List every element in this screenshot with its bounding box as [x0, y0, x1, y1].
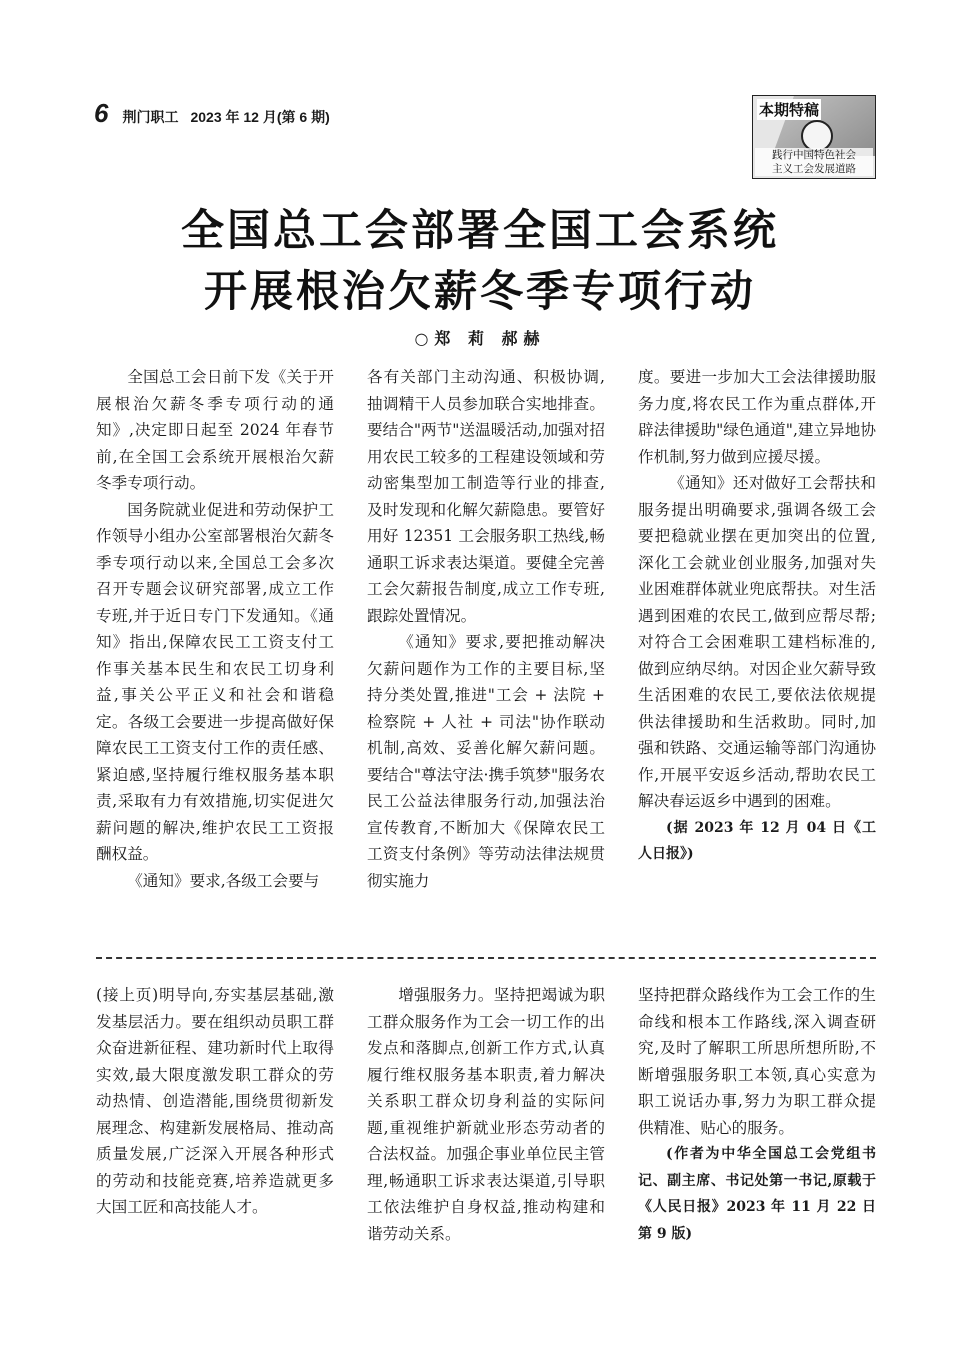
feature-subtitle: [755, 148, 873, 176]
article-title-line1: 全国总工会部署全国工会系统: [181, 206, 779, 256]
feature-subtitle-line2: 主义工会发展道路: [772, 163, 856, 175]
continued-column-2: [367, 982, 605, 1247]
article-title-line2: 开展根治欠薪冬季专项行动: [204, 267, 756, 317]
continued-column-3: [638, 982, 876, 1247]
feature-badge: [752, 95, 876, 179]
continued-column-1: [96, 982, 334, 1221]
paragraph: 国务院就业促进和劳动保护工作领导小组办公室部署根治欠薪冬季专项行动以来,全国总工会多次召开专题会议研究部署,成立工作专班,并于近日专门下发通知。《通知》指出,保障农民工工资支付工作事关基本民生和农民工切身利益,事关公平正义和社会和谐稳定。各级工会要进一步提高做好保障农民工工资支付工作的责任感、紧迫感,坚持履行维权服务基本职责,采取有力有效措施,切实促进欠薪问题的解决,维护农民工工资报酬权益。: [96, 500, 334, 863]
issue-date: 2023 年 12 月(第 6 期): [190, 109, 330, 125]
section-divider: [96, 957, 876, 959]
feature-tag: 本期特稿: [759, 101, 820, 119]
paragraph: (接上页)明导向,夯实基层基础,激发基层活力。要在组织动员职工群众奋进新征程、建功新时代上取得实效,最大限度激发职工群众的劳动热情、创造潜能,围绕贯彻新发展理念、构建新发展格局、推动高质量发展,广泛深入开展各种形式的劳动和技能竞赛,培养造就更多大国工匠和高技能人才。: [96, 986, 334, 1216]
paragraph: 增强服务力。坚持把竭诚为职工群众服务作为工会一切工作的出发点和落脚点,创新工作方式,认真履行维权服务基本职责,着力解决关系职工群众切身利益的实际问题,重视维护新就业形态劳动者的合法权益。加强企事业单位民主管理,畅通职工诉求表达渠道,引导职工依法维护自身权益,推动构建和谐劳动关系。: [367, 986, 605, 1243]
paragraph: 坚持把群众路线作为工会工作的生命线和根本工作路线,深入调查研究,及时了解职工所思所想所盼,不断增强服务职工本领,真心实意为职工说话办事,努力为职工群众提供精准、贴心的服务。: [638, 986, 876, 1137]
paragraph: 各有关部门主动沟通、积极协调,抽调精干人员参加联合实地排查。要结合"两节"送温暖活动,加强对招用农民工较多的工程建设领域和劳动密集型加工制造等行业的排查,及时发现和化解欠薪隐患。要管好用好 12351 工会服务职工热线,畅通职工诉求表达渠道。要健全完善工会欠薪报告制度,成立工作专班,跟踪处置情况。: [367, 368, 605, 625]
article-column-2: [367, 364, 605, 894]
page-header: [94, 98, 330, 128]
publication-name: 荆门职工: [122, 109, 179, 125]
article-column-3: [638, 364, 876, 868]
paragraph: 度。要进一步加大工会法律援助服务力度,将农民工作为重点群体,开辟法律援助"绿色通道",建立异地协作机制,努力做到应援尽援。: [638, 368, 876, 466]
author-note: (作者为中华全国总工会党组书记、副主席、书记处第一书记,原载于《人民日报》2023 年 11 月 22 日第 9 版): [638, 1146, 876, 1242]
page-number: 6: [94, 98, 109, 128]
paragraph: 《通知》还对做好工会帮扶和服务提出明确要求,强调各级工会要把稳就业摆在更加突出的位置,深化工会就业创业服务,加强对失业困难群体就业兜底帮扶。对生活遇到困难的农民工,做到应帮尽帮;对符合工会困难职工建档标准的,做到应纳尽纳。对因企业欠薪导致生活困难的农民工,要依法依规提供法律援助和生活救助。同时,加强和铁路、交通运输等部门沟通协作,开展平安返乡活动,帮助农民工解决春运返乡中遇到的困难。: [638, 474, 876, 810]
source-note: (据 2023 年 12 月 04 日《工人日报》): [638, 819, 876, 862]
paragraph: 全国总工会日前下发《关于开展根治欠薪冬季专项行动的通知》,决定即日起至 2024 年春节前,在全国工会系统开展根治欠薪冬季专项行动。: [96, 368, 334, 492]
article-column-1: [96, 364, 334, 894]
byline: ○郑 莉 郝赫: [414, 329, 546, 348]
feature-subtitle-line1: 践行中国特色社会: [772, 149, 856, 161]
paragraph: 《通知》要求,要把推动解决欠薪问题作为工作的主要目标,坚持分类处置,推进"工会 + 法院 + 检察院 + 人社 + 司法"协作联动机制,高效、妥善化解欠薪问题。要结合"尊法守法·携手筑梦"服务农民工公益法律服务行动,加强法治宣传教育,不断加大《保障农民工工资支付条例》等劳动法律法规贯彻实施力: [367, 633, 605, 890]
paragraph: 《通知》要求,各级工会要与: [127, 871, 320, 890]
